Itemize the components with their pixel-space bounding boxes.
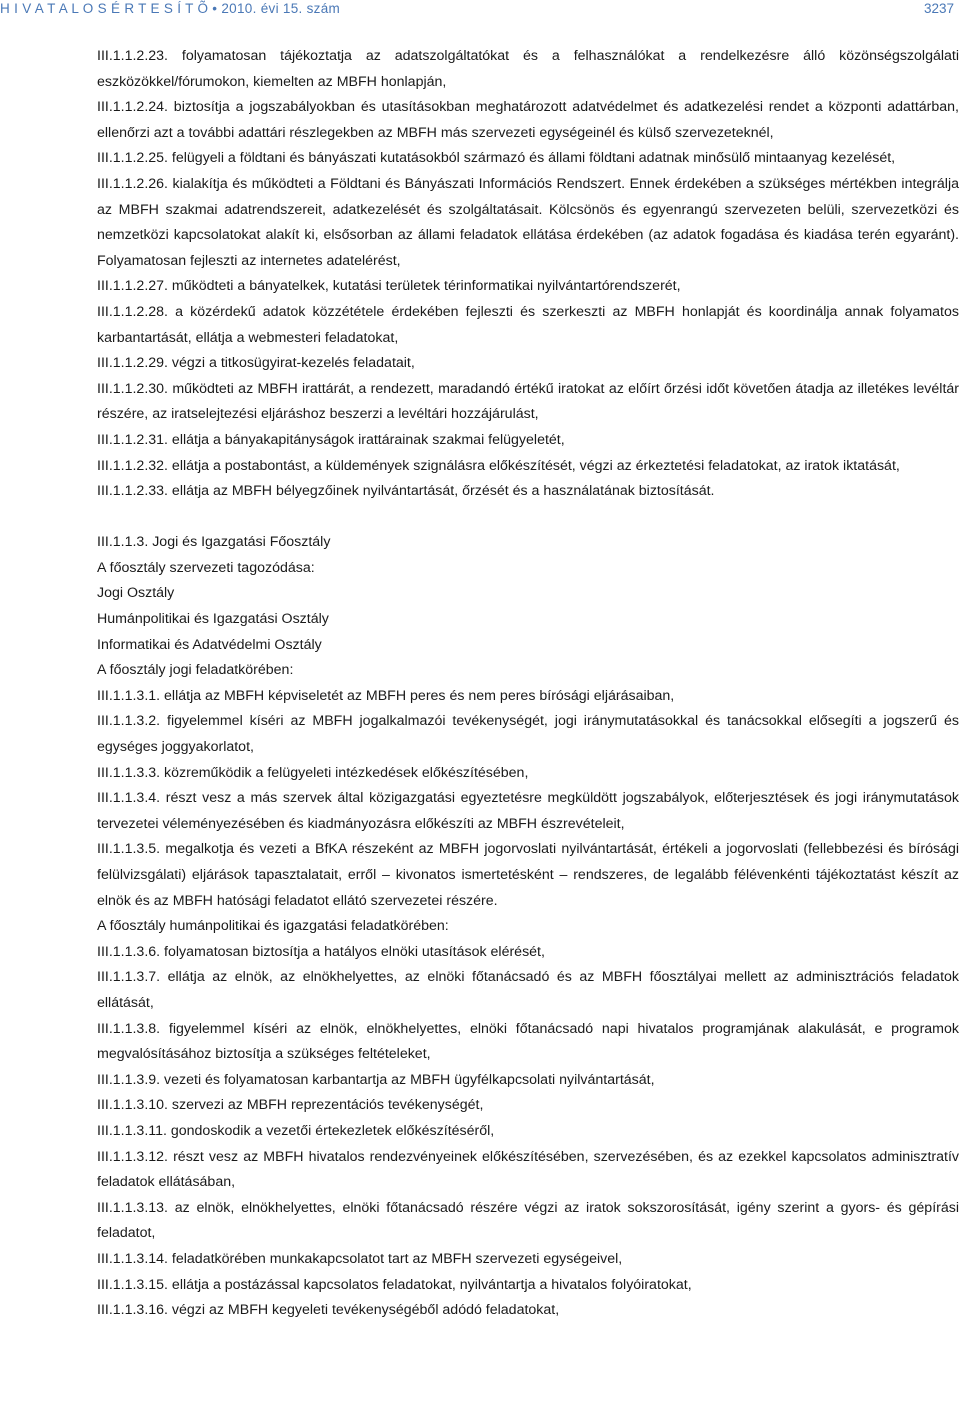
section-heading: III.1.1.3. Jogi és Igazgatási Főosztály [97, 534, 331, 551]
paragraph: III.1.1.3.7. ellátja az elnök, az elnökhelyettes, az elnöki főtanácsadó és az MBFH főosztályai mellett az adminisztrációs feladatok ellátását, [97, 969, 959, 1011]
paragraph: III.1.1.3.16. végzi az MBFH kegyeleti tevékenységéből adódó feladatokat, [97, 1302, 560, 1319]
blank-line [97, 505, 959, 531]
paragraph: III.1.1.2.31. ellátja a bányakapitányságok irattárainak szakmai felügyeletét, [97, 431, 565, 448]
paragraph: III.1.1.2.24. biztosítja a jogszabályokban és utasításokban meghatározott adatvédelmet és adatkezelési rendet a központi adattárban, ellenőrzi azt a további adattári részlegekben az MBFH más szervezeti egységeinél és külső szervezeteknél, [97, 99, 959, 141]
paragraph: III.1.1.3.4. részt vesz a más szervek által közigazgatási egyeztetésre megküldött jogszabályok, előterjesztések és jogi iránymutatások tervezetei véleményezésében és kiadmányozásra előkészíti az MBFH észrevételeit, [97, 790, 959, 832]
paragraph: III.1.1.2.25. felügyeli a földtani és bányászati kutatásokból származó és állami földtani adatnak minősülő mintaanyag kezelését, [97, 150, 896, 167]
page-header [0, 0, 960, 22]
document-body [97, 44, 959, 1324]
paragraph: III.1.1.3.5. megalkotja és vezeti a BfKA részeként az MBFH jogorvoslati nyilvántartását, értékeli a jogorvoslati (fellebbezési és bírósági felülvizsgálati) eljárások tapasztalatait, erről – kivonatos ismertetésként – rendszeres, de legalább félévenkénti tájékoztatást készít az elnök és az MBFH hatósági feladatot ellátó szervezetei részére. [97, 841, 959, 909]
paragraph: III.1.1.3.9. vezeti és folyamatosan karbantartja az MBFH ügyfélkapcsolati nyilvántartását, [97, 1071, 655, 1088]
paragraph: III.1.1.3.1. ellátja az MBFH képviseletét az MBFH peres és nem peres bírósági eljárásaiban, [97, 687, 675, 704]
paragraph: III.1.1.2.23. folyamatosan tájékoztatja az adatszolgáltatókat és a felhasználókat a rendelkezésre álló közönségszolgálati eszközökkel/fórumokon, kiemelten az MBFH honlapján, [97, 48, 959, 90]
page-number: 3237 [923, 1, 954, 16]
paragraph: III.1.1.2.32. ellátja a postabontást, a küldemények szignálásra előkészítését, végzi az érkeztetési feladatokat, az iratok iktatását, [97, 457, 900, 474]
paragraph: III.1.1.2.28. a közérdekű adatok közzététele érdekében fejleszti és szerkeszti az MBFH honlapját és koordinálja annak folyamatos karbantartását, ellátja a webmesteri feladatokat, [97, 303, 959, 346]
paragraph: III.1.1.3.12. részt vesz az MBFH hivatalos rendezvényeinek előkészítésében, szervezésében, és az ezekkel kapcsolatos adminisztratív feladatok ellátásában, [97, 1148, 959, 1191]
paragraph: III.1.1.3.14. feladatkörében munkakapcsolatot tart az MBFH szervezeti egységeivel, [97, 1250, 623, 1267]
paragraph: III.1.1.3.6. folyamatosan biztosítja a hatályos elnöki utasítások elérését, [97, 943, 545, 960]
paragraph: III.1.1.3.11. gondoskodik a vezetői értekezletek előkészítéséről, [97, 1122, 495, 1139]
paragraph: III.1.1.3.10. szervezi az MBFH reprezentációs tevékenységét, [97, 1097, 484, 1114]
paragraph: A főosztály szervezeti tagozódása: [97, 559, 315, 576]
paragraph: A főosztály jogi feladatkörében: [97, 662, 294, 679]
paragraph: III.1.1.3.15. ellátja a postázással kapcsolatos feladatokat, nyilvántartja a hivatalos folyóiratokat, [97, 1276, 692, 1293]
division-name: Humánpolitikai és Igazgatási Osztály [97, 611, 329, 628]
paragraph: III.1.1.2.33. ellátja az MBFH bélyegzőinek nyilvántartását, őrzését és a használatának biztosítását. [97, 483, 715, 500]
paragraph: III.1.1.2.27. működteti a bányatelkek, kutatási területek térinformatikai nyilvántartórendszerét, [97, 278, 681, 295]
paragraph: III.1.1.2.30. működteti az MBFH irattárát, a rendezett, maradandó értékű iratokat az előírt őrzési időt követően átadja az illetékes levéltár részére, az iratselejtezési eljáráshoz beszerzi a levéltári hozzájárulást, [97, 380, 959, 423]
paragraph: III.1.1.3.8. figyelemmel kíséri az elnök, elnökhelyettes, elnöki főtanácsadó napi hivatalos programjának alakulását, e programok megvalósításához biztosítja a szükséges feltételeket, [97, 1020, 959, 1063]
paragraph: III.1.1.3.13. az elnök, elnökhelyettes, elnöki főtanácsadó részére végzi az iratok sokszorosítását, igény szerint a gyors- és gépírási feladatot, [97, 1199, 959, 1242]
paragraph: III.1.1.3.2. figyelemmel kíséri az MBFH jogalkalmazói tevékenységét, jogi iránymutatásokkal és tanácsokkal elősegíti a jogszerű és egységes joggyakorlatot, [97, 713, 959, 756]
paragraph: III.1.1.2.26. kialakítja és működteti a Földtani és Bányászati Információs Rendszert. Ennek érdekében a szükséges mértékben integrálja az MBFH szakmai adatrendszereit, adatkezelését és szolgáltatásait. Kölcsönös és egyenrangú szervezeten belüli, szervezetközi és nemzetközi kapcsolatokat alakít ki, elsősorban az állami feladatok ellátása érdekében (az adatok fogadása és kiadása terén egyaránt). Folyamatosan fejleszti az internetes adatelérést, [97, 175, 959, 269]
paragraph: A főosztály humánpolitikai és igazgatási feladatkörében: [97, 918, 449, 935]
paragraph: III.1.1.3.3. közreműködik a felügyeleti intézkedések előkészítésében, [97, 764, 529, 781]
running-title: H I V A T A L O S É R T E S Í T Õ • 2010. évi 15. szám [0, 1, 341, 16]
division-name: Informatikai és Adatvédelmi Osztály [97, 636, 322, 653]
division-name: Jogi Osztály [97, 585, 175, 602]
paragraph: III.1.1.2.29. végzi a titkosügyirat-kezelés feladatait, [97, 355, 415, 372]
